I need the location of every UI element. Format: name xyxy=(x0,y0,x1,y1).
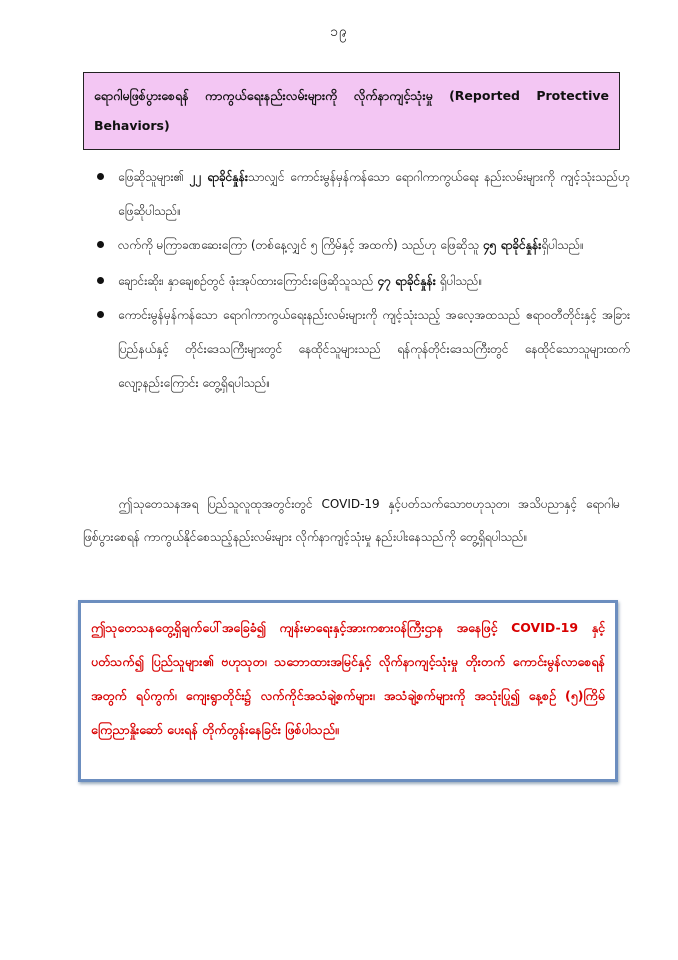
bullet-icon xyxy=(97,241,104,248)
list-item-text: ချောင်းဆိုး၊ နှာချေစဉ်တွင် ဖုံးအုပ်ထားကြောင်းဖြေဆိုသူသည် xyxy=(118,274,378,288)
list-item-text: ရှိပါသည်။ xyxy=(435,274,483,288)
section-title: ရောဂါမဖြစ်ပွားစေရန် ကာကွယ်ရေးနည်းလမ်းများကို လိုက်နာကျင့်သုံးမှု (Reported Protective Behaviors) xyxy=(94,88,609,133)
list-item-text: လက်ကို မကြာခဏဆေးကြော (တစ်နေ့လျှင် ၅ ကြိမ်နှင့် အထက်) သည်ဟု ဖြေဆိုသူ xyxy=(118,238,483,252)
list-item-text: ရှိပါသည်။ xyxy=(541,238,584,252)
list-item xyxy=(95,228,630,262)
list-item xyxy=(95,298,630,400)
recommendation-box xyxy=(78,600,618,782)
findings-list xyxy=(95,160,630,400)
list-item xyxy=(95,160,630,228)
bullet-icon xyxy=(97,173,104,180)
list-item-text: ဖြေဆိုသူများ၏ xyxy=(118,170,190,184)
section-header xyxy=(83,72,620,150)
recommendation-text: ဤသုတေသနတွေ့ရှိချက်ပေါ်အခြေခံ၍ ကျန်းမာရေးနှင့်အားကစားဝန်ကြီးဌာန အနေဖြင့် COVID-19 နှင့်ပတ်သက်၍ ပြည်သူများ၏ ဗဟုသုတ၊ သဘောထားအမြင်နှင့် လိုက်နာကျင့်သုံးမှု တိုးတက် ကောင်းမွန်လာစေရန်အတွက် ရပ်ကွက်၊ ကျေးရွာတိုင်း၌ လက်ကိုင်အသံချဲ့စက်များ၊ အသံချဲ့စက်များကို အသုံးပြု၍ နေ့စဉ် (၅)ကြိမ် ကြေညာနှိုးဆော် ပေးရန် တိုက်တွန်းနေခြင်း ဖြစ်ပါသည်။ xyxy=(91,620,605,737)
conclusion-paragraph: ဤသုတေသနအရ ပြည်သူလူထုအတွင်းတွင် COVID-19 နှင့်ပတ်သက်သောဗဟုသုတ၊ အသိပညာနှင့် ရောဂါမဖြစ်ပွားစေရန် ကာကွယ်နိုင်စေသည့်နည်းလမ်းများ လိုက်နာကျင့်သုံးမှု နည်းပါးနေသည်ကို တွေ့ရှိရပါသည်။ xyxy=(83,497,620,544)
list-item xyxy=(95,264,630,298)
list-item-text: သာလျှင် ကောင်းမွန်မှန်ကန်သော ရောဂါကာကွယ်ရေး နည်းလမ်းများကို ကျင့်သုံးသည်ဟု ဖြေဆိုပါသည်။ xyxy=(118,170,631,218)
list-item-percentage: ၂၂ ရာခိုင်နှုန်း xyxy=(189,170,248,184)
list-item-percentage: ၄၅ ရာခိုင်နှုန်း xyxy=(482,238,542,252)
list-item-text: ကောင်းမွန်မှန်ကန်သော ရောဂါကာကွယ်ရေးနည်းလမ်းများကို ကျင့်သုံးသည့် အလေ့အထသည် ဧရာဝတီတိုင်းနှင့် အခြားပြည်နယ်နှင့် တိုင်းဒေသကြီးများတွင် နေထိုင်သူများသည် ရန်ကုန်တိုင်းဒေသကြီးတွင် နေထိုင်သောသူများထက် လျော့နည်းကြောင်း တွေ့ရှိရပါသည်။ xyxy=(118,308,630,390)
page-number: ၁၉ xyxy=(330,24,348,40)
bullet-icon xyxy=(97,311,104,318)
bullet-icon xyxy=(97,277,104,284)
list-item-percentage: ၄၇ ရာခိုင်နှုန်း xyxy=(377,274,436,288)
